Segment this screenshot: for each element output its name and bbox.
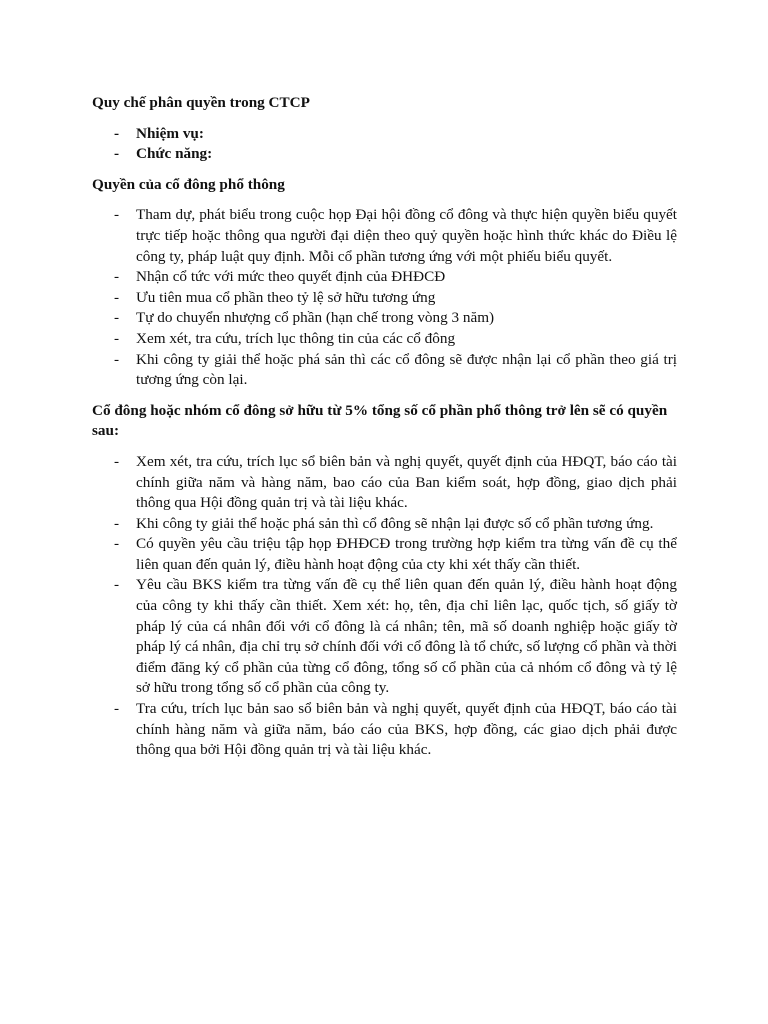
section-heading: Quyền của cổ đông phổ thông — [92, 175, 285, 193]
list-item: - Tra cứu, trích lục bản sao sổ biên bản và nghị quyết, quyết định của HĐQT, báo cáo tài chính hàng năm và giữa năm, báo cáo của BKS, hợp đồng, các giao dịch phải được thông qua bởi Hội đồng quản trị và tài liệu khác. — [114, 700, 677, 759]
dash-bullet: - — [114, 514, 120, 532]
dash-bullet: - — [114, 206, 120, 224]
intro-list — [92, 124, 677, 165]
dash-bullet: - — [114, 576, 120, 594]
list-item: - Tham dự, phát biểu trong cuộc họp Đại hội đồng cổ đông và thực hiện quyền biểu quyết trực tiếp hoặc thông qua người đại diện theo quỷ quyền hoặc hình thức khác do Điều lệ công ty, pháp luật quy định. Mỗi cổ phần tương ứng với một phiếu biểu quyết. — [114, 206, 677, 265]
list-item: - Khi công ty giải thể hoặc phá sản thì các cổ đông sẽ được nhận lại cổ phần theo giá trị tương ứng còn lại. — [114, 350, 677, 389]
list-item: - Có quyền yêu cầu triệu tập họp ĐHĐCĐ trong trường hợp kiểm tra từng vấn đề cụ thể liên quan đến quản lý, điều hành hoạt động của cty khi xét thấy cần thiết. — [114, 535, 677, 573]
dash-bullet: - — [114, 452, 120, 470]
list-item: - Ưu tiên mua cổ phần theo tỷ lệ sở hữu tương ứng — [92, 288, 677, 309]
document-body — [92, 93, 677, 761]
list-item: - Chức năng: — [92, 144, 677, 165]
shareholder-rights-list — [92, 205, 677, 390]
dash-bullet: - — [114, 700, 120, 718]
dash-bullet: - — [114, 309, 120, 327]
list-item: - Xem xét, tra cứu, trích lục sổ biên bản và nghị quyết, quyết định của HĐQT, báo cáo tài chính giữa năm và hàng năm, bao cáo của Ban kiểm soát, hợp đồng, giao dịch phải thông qua Hội đồng quản trị và tài liệu khác. — [114, 452, 677, 512]
document-title: Quy chế phân quyền trong CTCP — [92, 94, 310, 111]
dash-bullet: - — [114, 329, 120, 347]
dash-bullet: - — [114, 535, 120, 553]
list-item: - Tự do chuyển nhượng cổ phần (hạn chế trong vòng 3 năm) — [92, 308, 677, 329]
dash-bullet: - — [114, 350, 120, 368]
dash-bullet: - — [114, 124, 120, 142]
section-heading: Cổ đông hoặc nhóm cổ đông sở hữu từ 5% tổng số cổ phần phổ thông trở lên sẽ có quyền sau: — [92, 401, 668, 440]
dash-bullet: - — [114, 288, 120, 306]
list-item: - Nhận cổ tức với mức theo quyết định của ĐHĐCĐ — [92, 267, 677, 288]
list-item: - Khi công ty giải thể hoặc phá sản thì cổ đông sẽ nhận lại được số cổ phần tương ứng. — [92, 514, 677, 535]
dash-bullet: - — [114, 268, 120, 286]
list-item: - Nhiệm vụ: — [92, 124, 677, 145]
dash-bullet: - — [114, 145, 120, 163]
list-item: - Yêu cầu BKS kiểm tra từng vấn đề cụ thể liên quan đến quản lý, điều hành hoạt động của công ty khi thấy cần thiết. Xem xét: họ, tên, địa chỉ liên lạc, quốc tịch, số giấy tờ pháp lý của cá nhân đối với cổ đông là cá nhân; tên, mã số doanh nghiệp hoặc giấy tờ pháp lý cá nhân, địa chỉ trụ sở chính đối với cổ đông là tổ chức, số lượng cổ phần và thời điểm đăng ký cổ phần của từng cổ đông, tổng số cổ phần của cả nhóm cổ đông và tỷ lệ sở hữu trong tổng số cổ phần của công ty. — [114, 576, 677, 697]
list-item: - Xem xét, tra cứu, trích lục thông tin của các cổ đông — [92, 329, 677, 350]
major-shareholder-rights-list — [92, 452, 677, 761]
